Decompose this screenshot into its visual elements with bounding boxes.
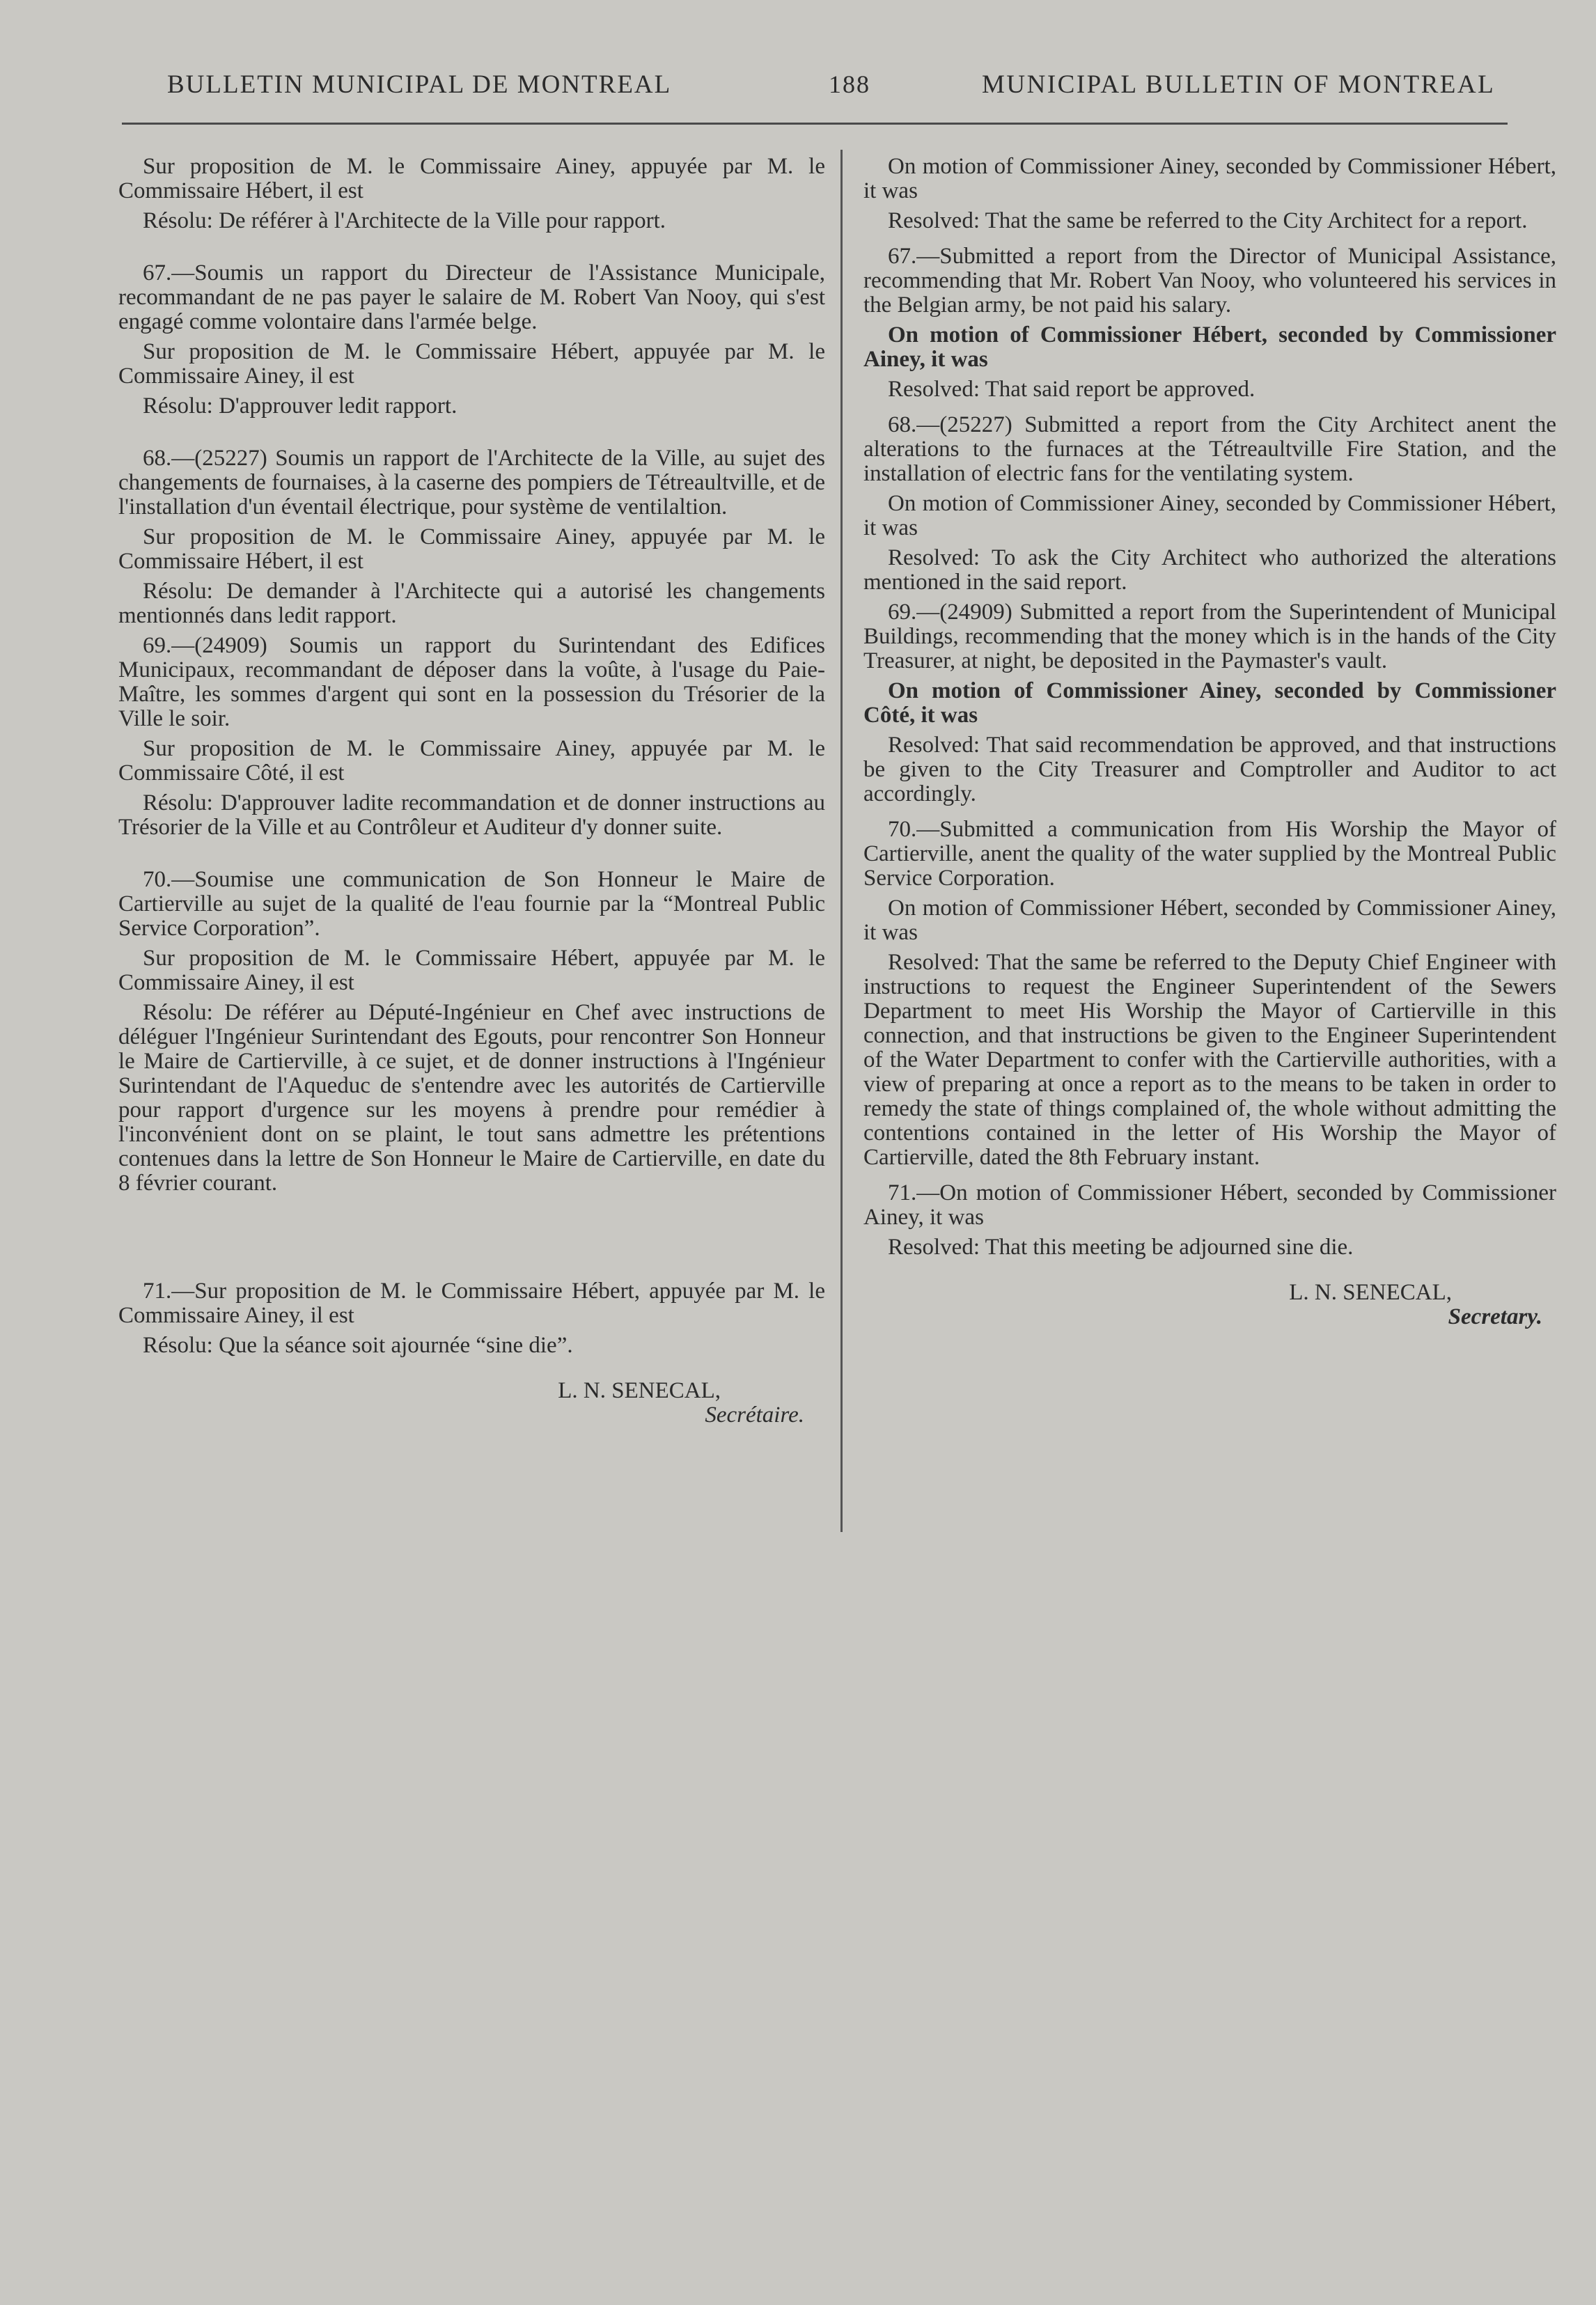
page-number: 188 (829, 70, 870, 98)
page-header (0, 70, 1596, 118)
fr-item-68: 68.—(25227) Soumis un rapport de l'Architecte de la Ville, au sujet des changements de fournaises, à la caserne des pompiers de Tétreaultville, et de l'installation d'un éventail électrique, pour système de ventilaltion. (118, 446, 825, 519)
header-rule (122, 123, 1508, 125)
en-resolution: Resolved: To ask the City Architect who authorized the alterations mentioned in the said report. (863, 545, 1556, 595)
en-paragraph: On motion of Commissioner Ainey, seconded by Commissioner Hébert, it was (863, 491, 1556, 540)
en-paragraph: On motion of Commissioner Hébert, seconded by Commissioner Ainey, it was (863, 896, 1556, 945)
en-paragraph: On motion of Commissioner Ainey, seconded by Commissioner Côté, it was (863, 678, 1556, 728)
en-resolution: Resolved: That said report be approved. (888, 377, 1255, 402)
fr-item-67: 67.—Soumis un rapport du Directeur de l'Assistance Municipale, recommandant de ne pas payer le salaire de M. Robert Van Nooy, qui s'est engagé comme volontaire dans l'armée belge. (118, 260, 825, 334)
fr-item-71: 71.—Sur proposition de M. le Commissaire Hébert, appuyée par M. le Commissaire Ainey, il est (118, 1279, 825, 1328)
en-resolution: Resolved: That the same be referred to the City Architect for a report. (888, 208, 1528, 233)
french-column (118, 155, 825, 1428)
fr-paragraph: Sur proposition de M. le Commissaire Ainey, appuyée par M. le Commissaire Hébert, il est (118, 154, 825, 203)
en-item-68: 68.—(25227) Submitted a report from the City Architect anent the alterations to the furnaces at the Tétreaultville Fire Station, and the installation of electric fans for the ventilating system. (863, 412, 1556, 486)
fr-paragraph: Sur proposition de M. le Commissaire Ainey, appuyée par M. le Commissaire Hébert, il est (118, 524, 825, 574)
fr-resolution: Résolu: De référer à l'Architecte de la Ville pour rapport. (143, 208, 666, 233)
en-paragraph: On motion of Commissioner Ainey, seconded by Commissioner Hébert, it was (863, 154, 1556, 203)
fr-resolution: Résolu: D'approuver ledit rapport. (143, 393, 457, 419)
fr-paragraph: Sur proposition de M. le Commissaire Ainey, appuyée par M. le Commissaire Côté, il est (118, 736, 825, 786)
english-column (863, 155, 1556, 1329)
fr-signature-name: L. N. SENECAL, (558, 1378, 721, 1403)
en-resolution: Resolved: That said recommendation be approved, and that instructions be given to the City Treasurer and Comptroller and Auditor to act accordingly. (863, 733, 1556, 806)
en-item-69: 69.—(24909) Submitted a report from the Superintendent of Municipal Buildings, recommending that the money which is in the hands of the City Treasurer, at night, be deposited in the Paymaster's vault. (863, 600, 1556, 673)
fr-paragraph: Sur proposition de M. le Commissaire Hébert, appuyée par M. le Commissaire Ainey, il est (118, 339, 825, 389)
en-item-70: 70.—Submitted a communication from His Worship the Mayor of Cartierville, anent the quality of the water supplied by the Montreal Public Service Corporation. (863, 817, 1556, 891)
fr-item-70: 70.—Soumise une communication de Son Honneur le Maire de Cartierville au sujet de la qualité de l'eau fournie par la “Montreal Public Service Corporation”. (118, 867, 825, 941)
fr-signature-title: Secrétaire. (705, 1402, 804, 1428)
en-item-67: 67.—Submitted a report from the Director of Municipal Assistance, recommending that Mr. Robert Van Nooy, who volunteered his services in the Belgian army, be not paid his salary. (863, 244, 1556, 318)
fr-resolution: Résolu: Que la séance soit ajournée “sine die”. (143, 1333, 573, 1358)
header-title-english: MUNICIPAL BULLETIN OF MONTREAL (982, 70, 1496, 99)
column-divider (840, 150, 843, 1532)
fr-paragraph: Sur proposition de M. le Commissaire Hébert, appuyée par M. le Commissaire Ainey, il est (118, 946, 825, 995)
fr-resolution: Résolu: De demander à l'Architecte qui a autorisé les changements mentionnés dans ledit rapport. (118, 579, 825, 628)
en-signature-title: Secretary. (1448, 1304, 1542, 1329)
en-resolution: Resolved: That this meeting be adjourned sine die. (888, 1235, 1354, 1260)
en-resolution: Resolved: That the same be referred to the Deputy Chief Engineer with instructions to request the Engineer Superintendent of the Sewers Department to meet His Worship the Mayor of Cartierville in this connection, and that instructions be given to the Engineer Superintendent of the Water Department to confer with the Cartierville authorities, with a view of preparing at once a report as to the means to be taken in order to remedy the state of things complained of, the whole without admitting the contentions contained in the letter of His Worship the Mayor of Cartierville, dated the 8th February instant. (863, 950, 1556, 1170)
fr-resolution: Résolu: D'approuver ladite recommandation et de donner instructions au Trésorier de la Ville et au Contrôleur et Auditeur d'y donner suite. (118, 790, 825, 840)
en-paragraph: On motion of Commissioner Hébert, seconded by Commissioner Ainey, it was (863, 322, 1556, 372)
fr-resolution: Résolu: De référer au Député-Ingénieur en Chef avec instructions de déléguer l'Ingénieur Surintendant des Egouts, pour rencontrer Son Honneur le Maire de Cartierville, à ce sujet, et de donner instructions à l'Ingénieur Surintendant de l'Aqueduc de s'entendre avec les autorités de Cartierville pour rapport d'urgence sur les moyens à prendre pour remédier à l'inconvénient dont on se plaint, le tout sans admettre les prétentions contenues dans la lettre de Son Honneur le Maire de Cartierville, en date du 8 février courant. (118, 1000, 825, 1196)
fr-item-69: 69.—(24909) Soumis un rapport du Surintendant des Edifices Municipaux, recommandant de déposer dans la voûte, à l'usage du Paie-Maître, les sommes d'argent qui sont en la possession du Trésorier de la Ville le soir. (118, 633, 825, 731)
header-title-french: BULLETIN MUNICIPAL DE MONTREAL (167, 70, 672, 99)
en-signature-name: L. N. SENECAL, (1289, 1280, 1452, 1305)
en-item-71: 71.—On motion of Commissioner Hébert, seconded by Commissioner Ainey, it was (863, 1180, 1556, 1230)
